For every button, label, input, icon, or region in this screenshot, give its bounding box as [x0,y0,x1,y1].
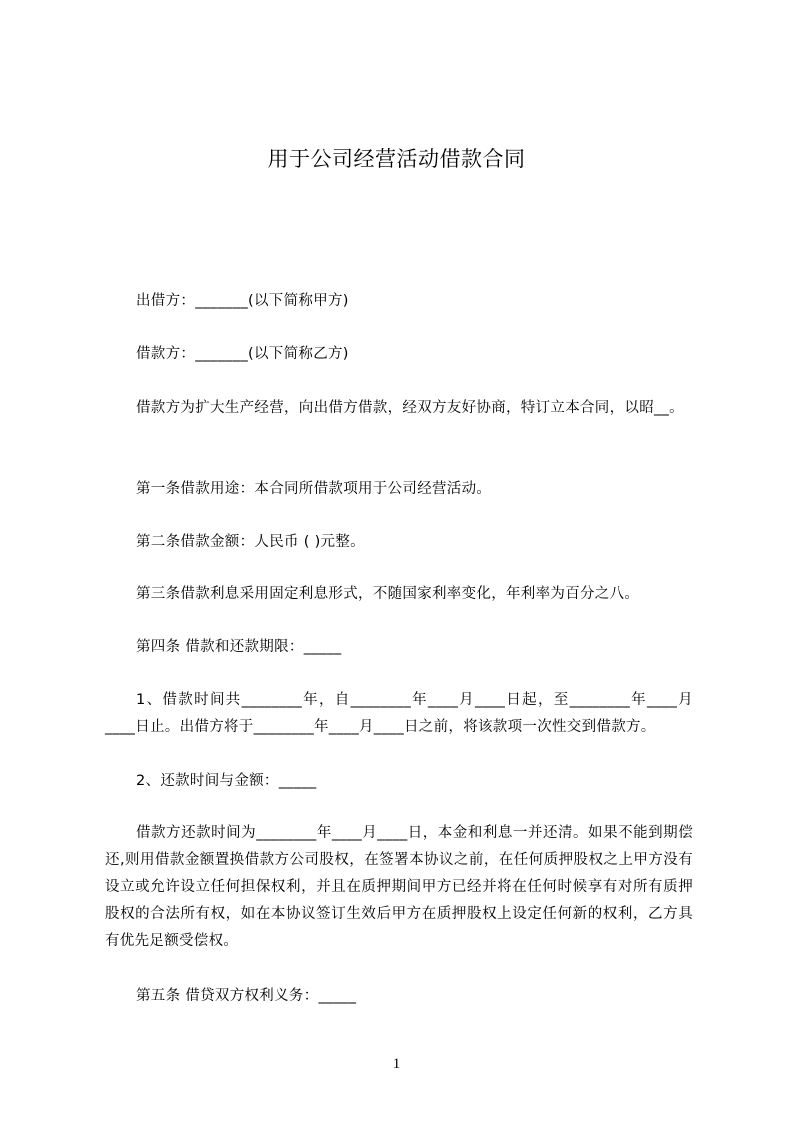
borrower-line: 借款方：_______(以下简称乙方) [136,346,349,362]
lender-line: 出借方：_______(以下简称甲方) [136,293,349,309]
preamble-paragraph: 借款方为扩大生产经营，向出借方借款，经双方友好协商，特订立本合同，以昭__。 [136,400,684,416]
article-1: 第一条借款用途：本合同所借款项用于公司经营活动。 [136,481,492,497]
document-title: 用于公司经营活动借款合同 [267,147,526,171]
article-4-item-2: 2、还款时间与金额：_____ [136,773,317,789]
page-number: 1 [392,1056,401,1072]
article-4-item-1: 1、借款时间共________年，自________年____月____日起，至________年____月____日止。出借方将于________年____月____日之前，将该款项一次性交到借款方。 [105,692,693,735]
article-4: 第四条 借款和还款期限：_____ [136,639,342,655]
article-3: 第三条借款利息采用固定利息形式，不随国家利率变化，年利率为百分之八。 [136,586,640,602]
article-5: 第五条 借贷双方权利义务：_____ [136,988,357,1004]
repayment-paragraph: 借款方还款时间为________年____月____日，本金和利息一并还清。如果不能到期偿还,则用借款金额置换借款方公司股权，在签署本协议之前，在任何质押股权之上甲方没有设立或允许设立任何担保权利，并且在质押期间甲方已经并将在任何时候享有对所有质押股权的合法所有权，如在本协议签订生效后甲方在质押股权上设定任何新的权利，乙方具有优先足额受偿权。 [105,825,693,949]
article-2: 第二条借款金额：人民币 ( )元整。 [136,534,365,550]
